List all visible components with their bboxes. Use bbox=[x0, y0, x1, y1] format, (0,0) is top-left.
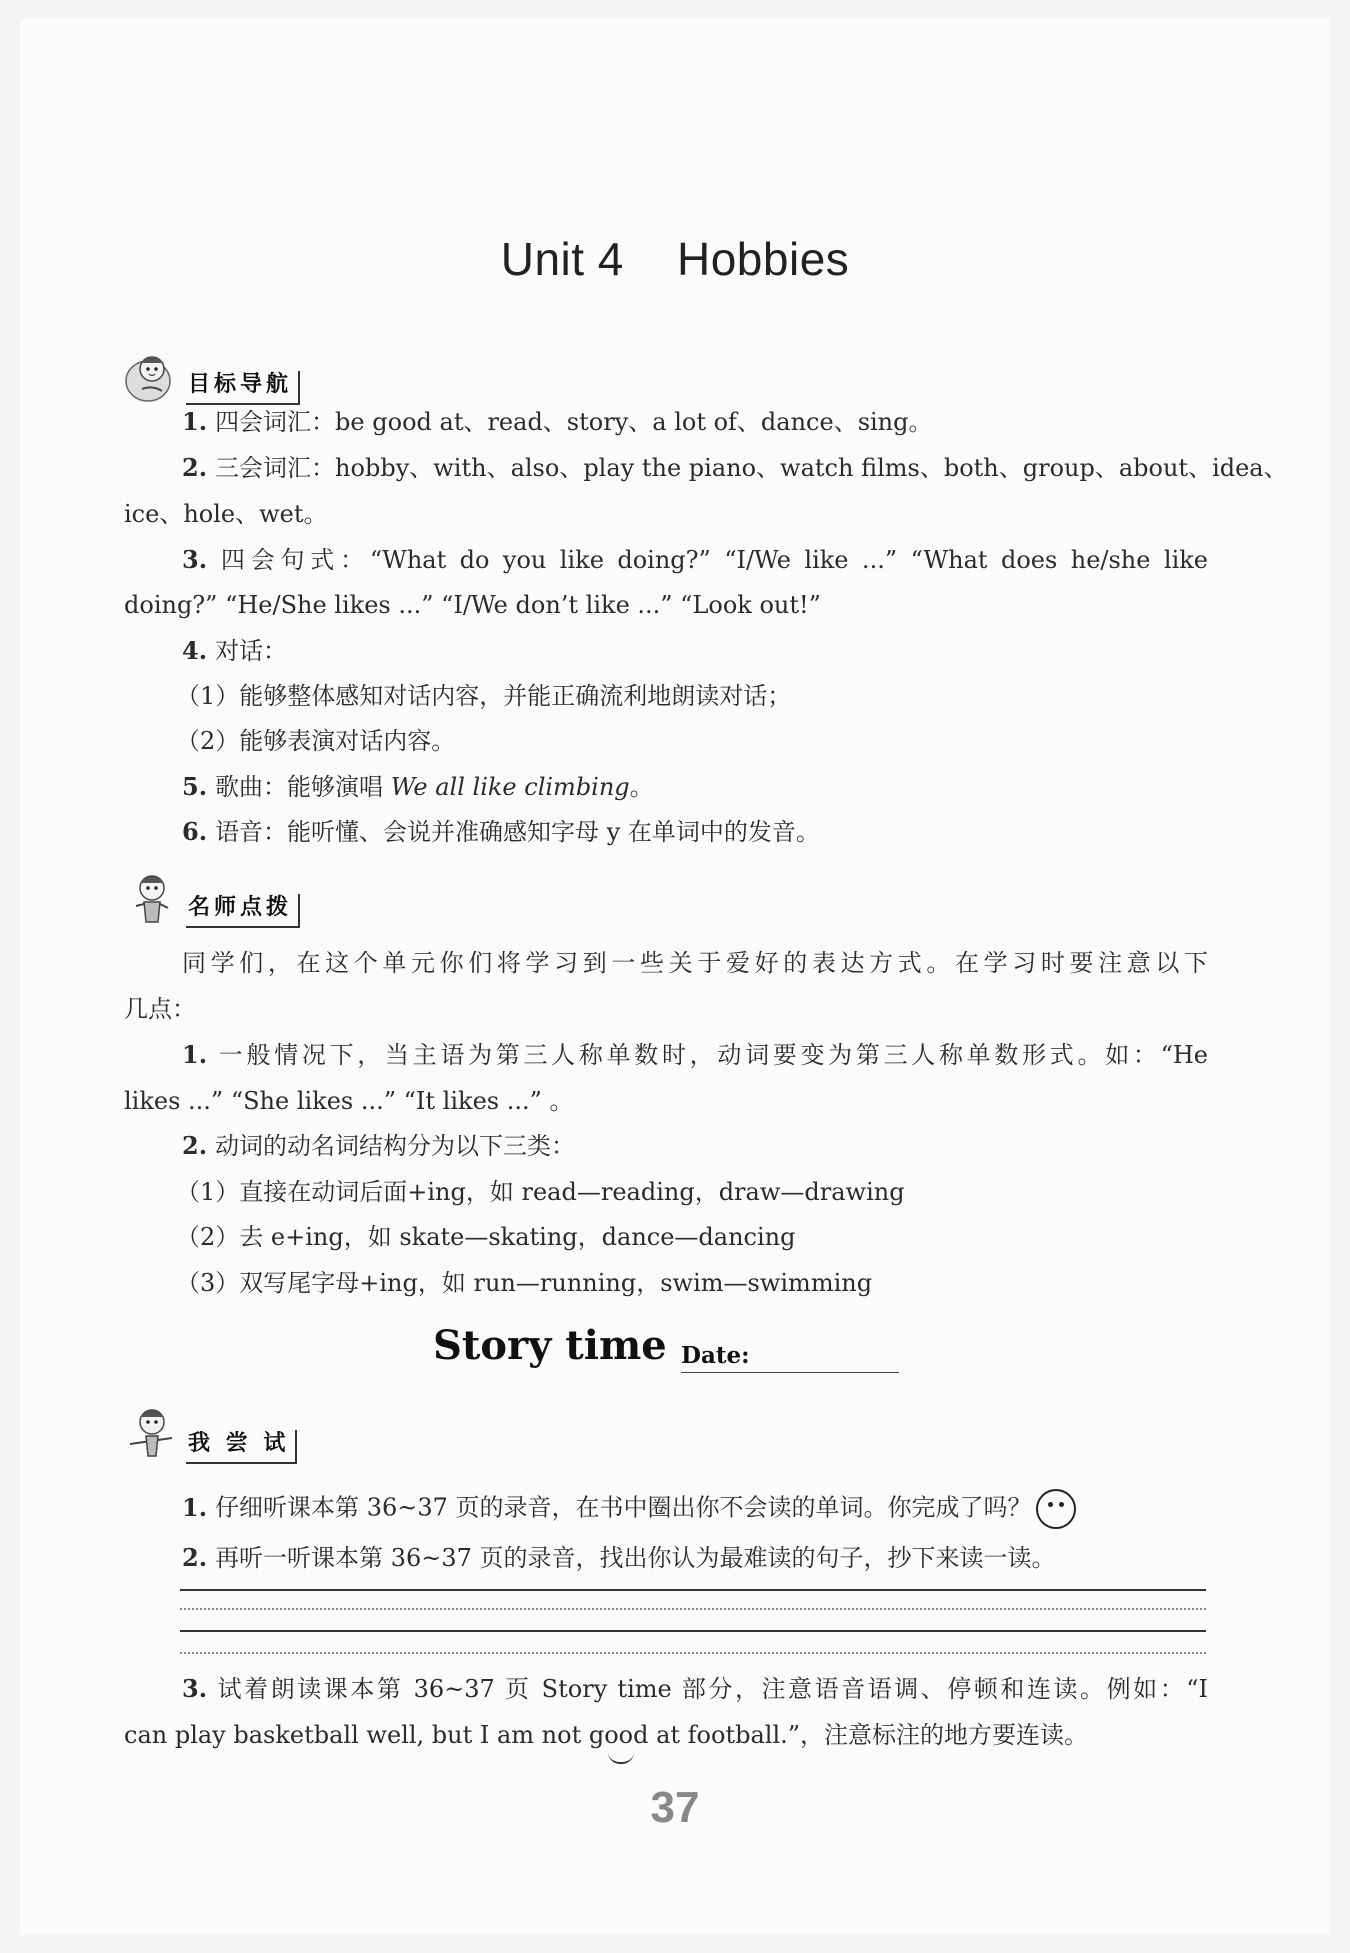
mascot-icon bbox=[122, 345, 186, 405]
try-item-3-cont: can play basketball well, but I am not good at football.”，注意标注的地方要连读。 bbox=[124, 1721, 1089, 1749]
tips-item-2: 2. 动词的动名词结构分为以下三类： bbox=[182, 1131, 576, 1160]
story-time-heading: Story time bbox=[433, 1322, 667, 1369]
tips-item-1-cont: likes ...” “She likes ...” “It likes ...” 。 bbox=[124, 1087, 574, 1115]
tips-item-2-sub-1: （1）直接在动词后面+ing，如 read—reading，draw—drawing bbox=[176, 1178, 905, 1206]
answer-guide-1 bbox=[180, 1608, 1206, 1610]
song-title: We all like climbing bbox=[390, 773, 630, 801]
mascot-icon bbox=[122, 868, 186, 928]
tips-intro-cont: 几点： bbox=[124, 995, 196, 1023]
answer-line-1[interactable] bbox=[180, 1589, 1206, 1591]
goals-item-1: 1. 四会词汇：be good at、read、story、a lot of、dance、sing。 bbox=[182, 407, 933, 436]
section-label-try: 我 尝 试 bbox=[186, 1430, 297, 1464]
unit-title: Unit 4 Hobbies bbox=[500, 233, 850, 285]
answer-guide-2 bbox=[180, 1652, 1206, 1654]
goals-item-4: 4. 对话： bbox=[182, 636, 288, 665]
goals-item-2: 2. 三会词汇：hobby、with、also、play the piano、watch films、both、group、about、idea、 bbox=[182, 453, 1288, 482]
tips-item-2-sub-2: （2）去 e+ing，如 skate—skating，dance—dancing bbox=[176, 1223, 796, 1251]
mascot-icon bbox=[122, 1404, 186, 1464]
goals-item-2-cont: ice、hole、wet。 bbox=[124, 500, 328, 528]
goals-item-3: 3. 四会句式：“What do you like doing?” “I/We like ...” “What does he/she like bbox=[182, 545, 1208, 574]
date-label: Date: bbox=[681, 1342, 750, 1369]
tips-item-1: 1. 一般情况下，当主语为第三人称单数时，动词要变为第三人称单数形式。如：“He bbox=[182, 1040, 1208, 1069]
goals-item-3-cont: doing?” “He/She likes ...” “I/We don’t like ...” “Look out!” bbox=[124, 591, 821, 619]
section-label-goals: 目标导航 bbox=[186, 371, 300, 405]
goals-item-5: 5. 歌曲：能够演唱 We all like climbing。 bbox=[182, 772, 654, 801]
tips-item-2-sub-3: （3）双写尾字母+ing，如 run—running，swim—swimming bbox=[176, 1269, 873, 1297]
tips-intro: 同学们，在这个单元你们将学习到一些关于爱好的表达方式。在学习时要注意以下 bbox=[182, 949, 1208, 977]
page-number: 37 bbox=[650, 1783, 700, 1832]
answer-line-2[interactable] bbox=[180, 1630, 1206, 1632]
try-item-2: 2. 再听一听课本第 36~37 页的录音，找出你认为最难读的句子，抄下来读一读。 bbox=[182, 1543, 1056, 1572]
smiley-icon bbox=[1036, 1489, 1076, 1529]
goals-item-4-sub-2: （2）能够表演对话内容。 bbox=[176, 727, 456, 755]
date-field[interactable] bbox=[681, 1372, 899, 1373]
try-item-1: 1. 仔细听课本第 36~37 页的录音，在书中圈出你不会读的单词。你完成了吗？ bbox=[182, 1489, 1076, 1529]
tips-header bbox=[122, 868, 300, 928]
goals-item-6: 6. 语音：能听懂、会说并准确感知字母 y 在单词中的发音。 bbox=[182, 817, 820, 846]
goals-item-4-sub-1: （1）能够整体感知对话内容，并能正确流利地朗读对话； bbox=[176, 682, 792, 710]
try-header bbox=[122, 1404, 297, 1464]
try-item-3: 3. 试着朗读课本第 36~37 页 Story time 部分，注意语音语调、停顿和连读。例如：“I bbox=[182, 1674, 1208, 1703]
goals-header bbox=[122, 345, 300, 405]
section-label-tips: 名师点拨 bbox=[186, 894, 300, 928]
